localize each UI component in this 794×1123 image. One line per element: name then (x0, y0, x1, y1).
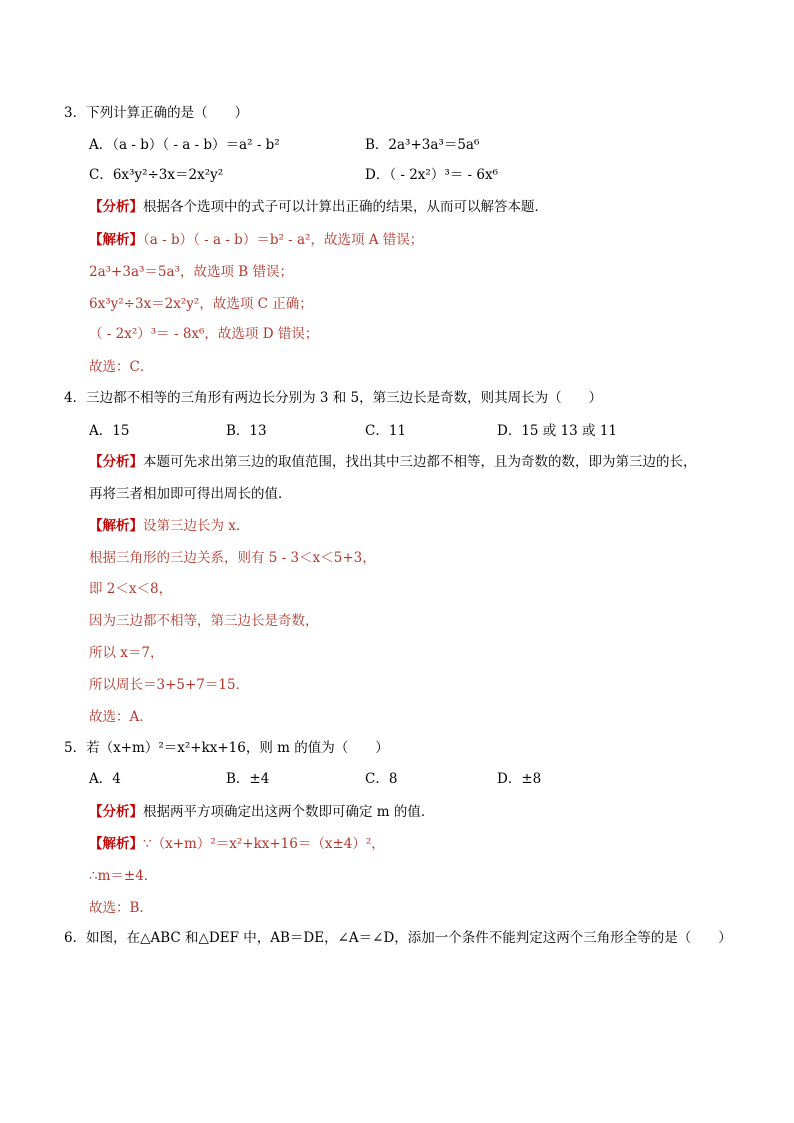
q5-option-c: C．8 (365, 771, 398, 787)
q6-stem: 6．如图，在△ABC 和△DEF 中，AB＝DE，∠A＝∠D，添加一个条件不能判定这两个三角形全等的是（ ） (64, 930, 732, 946)
q3-stem: 3．下列计算正确的是（ ） (64, 105, 249, 121)
analysis-text: 根据两平方项确定出这两个数即可确定 m 的值． (143, 804, 435, 820)
q4-option-b: B．13 (226, 423, 267, 439)
q5-solution-line-1 (89, 835, 385, 853)
q4-answer: 故选：A． (89, 709, 153, 725)
q4-option-a: A．15 (89, 423, 130, 439)
q4-analysis (89, 453, 697, 471)
q3-option-b: B．2a³+3a³＝5a⁶ (365, 137, 480, 153)
solution-tag: 【解析】 (89, 836, 143, 852)
q4-analysis-cont: 再将三者相加即可得出周长的值． (89, 486, 292, 502)
solution-text: （a - b）（ - a - b）＝b² - a²，故选项 A 错误； (143, 232, 424, 248)
q5-option-d: D．±8 (497, 771, 542, 787)
analysis-tag: 【分析】 (89, 804, 143, 820)
q3-solution-line-1 (89, 231, 423, 249)
q3-option-a: A．（a - b）（ - a - b）＝a² - b² (89, 137, 280, 153)
solution-text: 设第三边长为 x． (143, 518, 250, 534)
q4-option-d: D．15 或 13 或 11 (497, 423, 618, 439)
q5-solution-line-2: ∴m＝±4． (89, 868, 158, 884)
q4-solution-line-6: 所以周长＝3+5+7＝15． (89, 677, 250, 693)
q3-solution-line-2: 2a³+3a³＝5a³，故选项 B 错误； (89, 264, 293, 280)
q3-option-c: C．6x³y²÷3x＝2x²y² (89, 167, 224, 183)
analysis-text: 根据各个选项中的式子可以计算出正确的结果，从而可以解答本题． (143, 199, 548, 215)
q4-solution-line-5: 所以 x＝7， (89, 645, 164, 661)
q3-solution-line-3: 6x³y²÷3x＝2x²y²，故选项 C 正确； (89, 296, 313, 312)
analysis-text: 本题可先求出第三边的取值范围，找出其中三边都不相等，且为奇数的数，即为第三边的长， (143, 454, 697, 470)
solution-tag: 【解析】 (89, 232, 143, 248)
q4-solution-line-4: 因为三边都不相等，第三边长是奇数， (89, 613, 319, 629)
q3-analysis (89, 198, 548, 216)
q4-stem: 4．三边都不相等的三角形有两边长分别为 3 和 5，第三边长是奇数，则其周长为（ ） (64, 390, 603, 406)
q5-stem: 5．若（x+m）²＝x²+kx+16，则 m 的值为（ ） (64, 740, 389, 756)
q3-solution-line-4: （ - 2x²）³＝ - 8x⁶，故选项 D 错误； (89, 326, 319, 342)
solution-text: ∵（x+m）²＝x²+kx+16＝（x±4）²， (143, 836, 385, 852)
q5-answer: 故选：B． (89, 900, 153, 916)
q4-solution-line-1 (89, 517, 249, 535)
q3-answer: 故选：C． (89, 359, 154, 375)
q4-option-c: C．11 (365, 423, 407, 439)
q4-solution-line-2: 根据三角形的三边关系，则有 5 - 3＜x＜5+3， (89, 550, 376, 566)
q3-option-d: D．（ - 2x²）³＝ - 6x⁶ (365, 167, 499, 183)
analysis-tag: 【分析】 (89, 454, 143, 470)
q5-option-b: B．±4 (226, 771, 270, 787)
q4-solution-line-3: 即 2＜x＜8， (89, 581, 173, 597)
q5-analysis (89, 803, 434, 821)
solution-tag: 【解析】 (89, 518, 143, 534)
q5-option-a: A．4 (89, 771, 121, 787)
analysis-tag: 【分析】 (89, 199, 143, 215)
